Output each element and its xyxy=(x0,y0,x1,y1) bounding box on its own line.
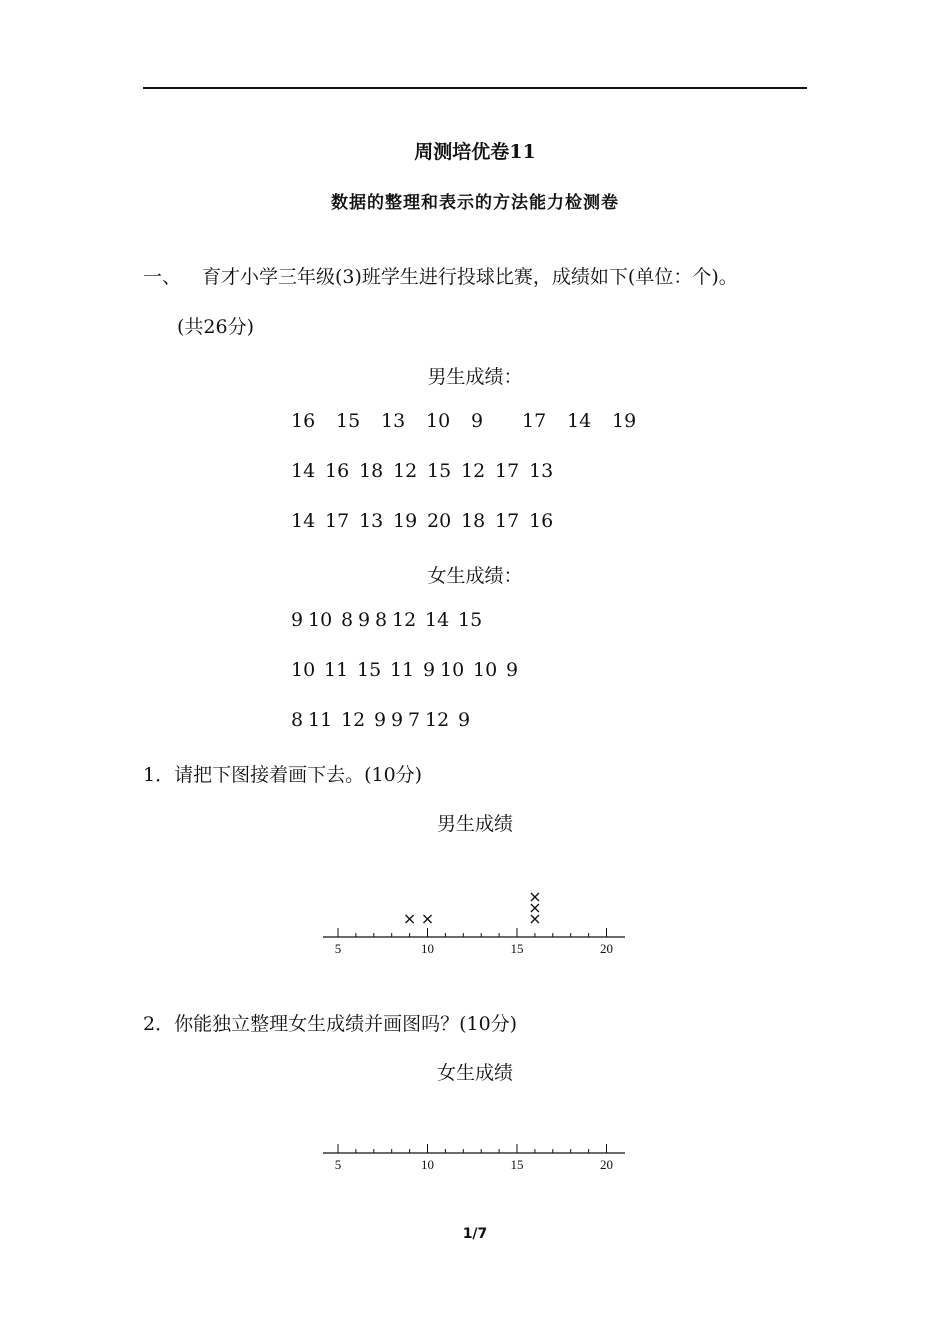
boys-score: 16 xyxy=(291,410,316,432)
cross-mark xyxy=(406,915,414,923)
boys-score: 20 xyxy=(427,510,452,532)
boys-score: 17 xyxy=(495,460,520,482)
tick-label: 15 xyxy=(510,941,524,956)
girls-score: 14 xyxy=(425,609,450,631)
question-2-text: 2．你能独立整理女生成绩并画图吗？(10分) xyxy=(143,1013,518,1035)
girls-score: 10 xyxy=(440,659,465,681)
cross-mark xyxy=(531,893,539,901)
tick-label: 20 xyxy=(600,941,613,956)
girls-score: 9 xyxy=(391,709,404,731)
chart-1-title: 男生成绩 xyxy=(436,813,513,835)
girls-score: 8 xyxy=(341,609,354,631)
boys-score: 16 xyxy=(325,460,350,482)
girls-score: 10 xyxy=(473,659,498,681)
boys-row xyxy=(291,510,563,532)
girls-score: 11 xyxy=(324,659,349,681)
boys-row xyxy=(291,460,563,482)
section-1-points: (共26分) xyxy=(177,316,255,338)
cross-mark xyxy=(531,904,539,912)
boys-score: 17 xyxy=(522,410,547,432)
girls-dot-plot xyxy=(320,1132,630,1182)
girls-score: 15 xyxy=(458,609,483,631)
girls-score: 9 xyxy=(506,659,519,681)
section-1-label: 一、 xyxy=(143,266,182,288)
tick-label: 15 xyxy=(510,1157,524,1172)
boys-row xyxy=(291,410,657,432)
boys-dot-plot xyxy=(320,885,630,965)
tick-label: 20 xyxy=(600,1157,613,1172)
boys-score: 12 xyxy=(461,460,486,482)
boys-score: 18 xyxy=(461,510,486,532)
girls-scores-heading: 女生成绩： xyxy=(427,565,523,587)
girls-row xyxy=(291,609,491,631)
girls-score: 9 xyxy=(291,609,304,631)
boys-score: 18 xyxy=(359,460,384,482)
girls-score: 11 xyxy=(308,709,333,731)
boys-score: 13 xyxy=(359,510,384,532)
girls-score: 10 xyxy=(308,609,333,631)
boys-score: 17 xyxy=(325,510,350,532)
tick-label: 10 xyxy=(421,941,434,956)
boys-score: 13 xyxy=(381,410,406,432)
girls-score: 9 xyxy=(358,609,371,631)
boys-score: 14 xyxy=(291,460,316,482)
boys-score: 17 xyxy=(495,510,520,532)
chart-2-title: 女生成绩 xyxy=(436,1062,513,1084)
girls-score: 7 xyxy=(408,709,421,731)
page-title: 周测培优卷11 xyxy=(414,141,536,163)
tick-label: 5 xyxy=(334,1157,342,1172)
girls-score: 12 xyxy=(341,709,366,731)
girls-score: 15 xyxy=(357,659,382,681)
cross-mark xyxy=(531,915,539,923)
boys-score: 10 xyxy=(426,410,451,432)
tick-label: 5 xyxy=(334,941,342,956)
boys-score: 19 xyxy=(393,510,418,532)
boys-score: 15 xyxy=(336,410,361,432)
girls-score: 12 xyxy=(425,709,450,731)
page-number: 1/7 xyxy=(462,1226,488,1242)
girls-score: 9 xyxy=(458,709,471,731)
boys-score: 16 xyxy=(529,510,554,532)
tick-label: 10 xyxy=(421,1157,434,1172)
girls-score: 8 xyxy=(375,609,388,631)
boys-score: 13 xyxy=(529,460,554,482)
girls-score: 10 xyxy=(291,659,316,681)
boys-score: 19 xyxy=(612,410,637,432)
boys-score: 15 xyxy=(427,460,452,482)
boys-score: 12 xyxy=(393,460,418,482)
page-subtitle: 数据的整理和表示的方法能力检测卷 xyxy=(331,193,619,213)
boys-score: 14 xyxy=(567,410,592,432)
boys-scores-heading: 男生成绩： xyxy=(427,366,523,388)
girls-score: 9 xyxy=(374,709,387,731)
section-1-text: 育才小学三年级(3)班学生进行投球比赛，成绩如下(单位：个)。 xyxy=(202,266,738,288)
girls-score: 8 xyxy=(291,709,304,731)
boys-score: 14 xyxy=(291,510,316,532)
girls-score: 9 xyxy=(423,659,436,681)
boys-score: 9 xyxy=(471,410,484,432)
girls-score: 11 xyxy=(390,659,415,681)
question-1-text: 1．请把下图接着画下去。(10分) xyxy=(143,764,423,786)
header-rule xyxy=(143,87,807,89)
girls-score: 12 xyxy=(392,609,417,631)
cross-mark xyxy=(424,915,432,923)
girls-row xyxy=(291,659,523,681)
girls-row xyxy=(291,709,475,731)
